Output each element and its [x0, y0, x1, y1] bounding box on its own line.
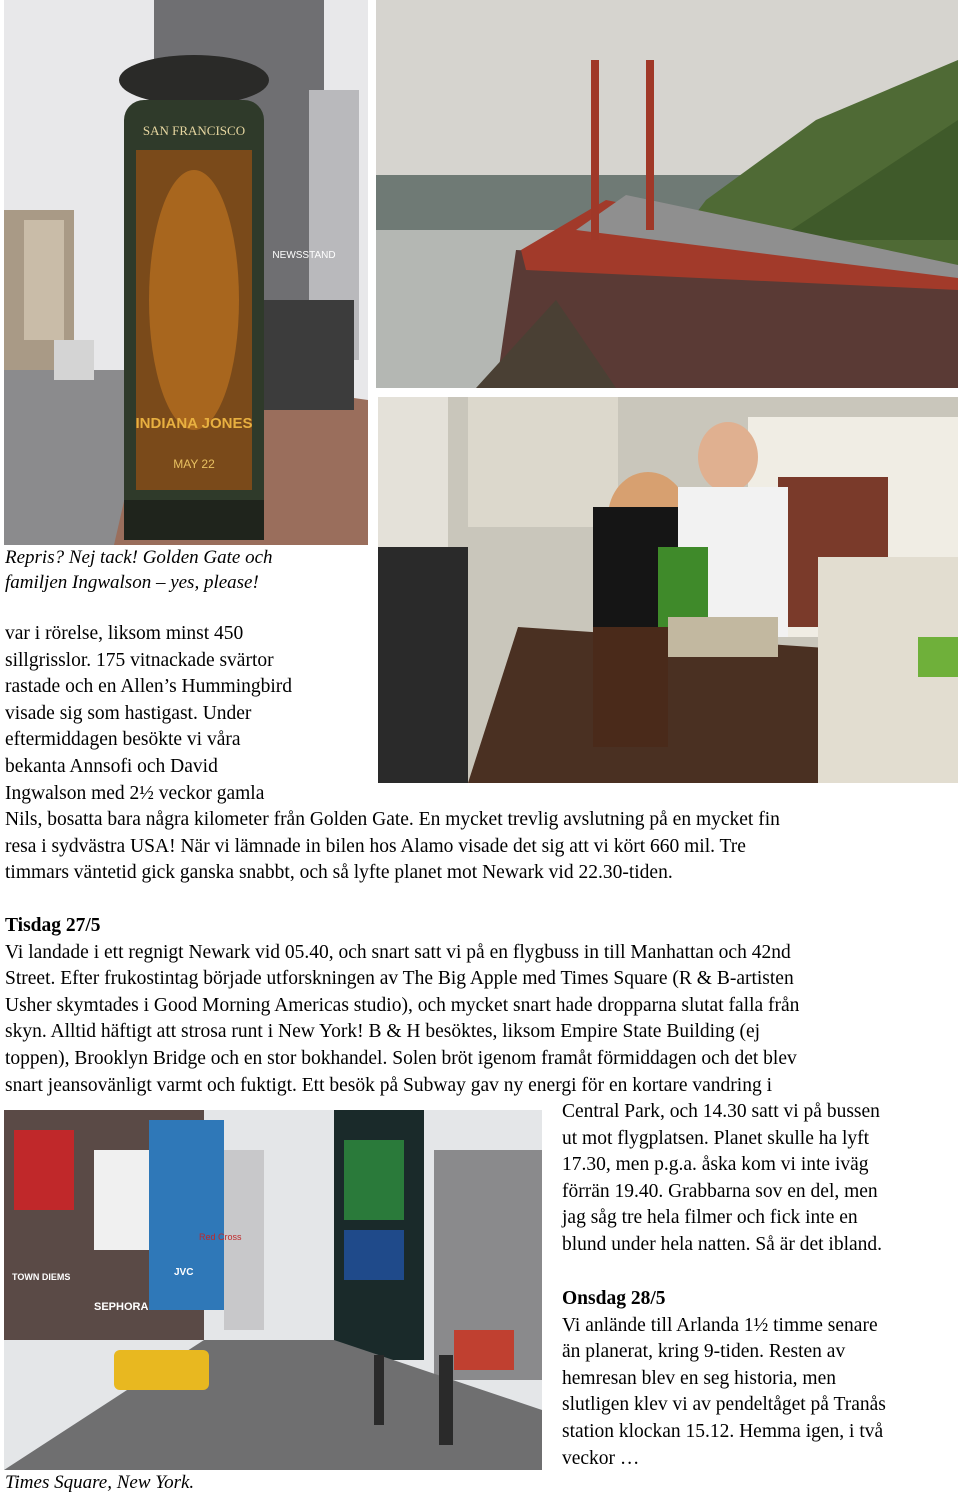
text-line: ut mot flygplatsen. Planet skulle ha lyft	[562, 1127, 870, 1149]
text-line: blund under hela natten. Så är det ibland.	[562, 1233, 883, 1255]
times-square-sign: TOWN DIEMS	[12, 1272, 71, 1282]
caption-line: familjen Ingwalson – yes, please!	[5, 571, 259, 593]
text-line: resa i sydvästra USA! När vi lämnade in bilen hos Alamo visade det sig att vi kört 660 mil. Tre	[5, 835, 746, 857]
text-line: Vi landade i ett regnigt Newark vid 05.40, och snart satt vi på en flygbuss in till Manhattan och 42nd	[5, 941, 791, 963]
text-line: 17.30, men p.g.a. åska kom vi inte iväg	[562, 1154, 869, 1176]
golden-gate-photo	[376, 0, 958, 388]
text-line: slutligen klev vi av pendeltåget på Tranås	[562, 1394, 886, 1416]
times-square-sign: Red Cross	[199, 1232, 242, 1242]
text-line: Usher skymtades i Good Morning Americas studio), och mycket snart hade dropparna slutat falla från	[5, 994, 800, 1016]
text-line: Vi anlände till Arlanda 1½ timme senare	[562, 1314, 878, 1336]
text-line: bekanta Annsofi och David	[5, 755, 218, 777]
times-square-photo	[4, 1110, 542, 1470]
right-column-tuesday	[562, 1099, 882, 1259]
text-line: förrän 19.40. Grabbarna sov en del, men	[562, 1180, 878, 1202]
text-line: snart jeansovänligt varmt och fuktigt. Ett besök på Subway gav ny energi för en kortare vandring i	[5, 1074, 772, 1096]
text-line: Central Park, och 14.30 satt vi på bussen	[562, 1101, 880, 1122]
text-line: toppen), Brooklyn Bridge och en stor bokhandel. Solen bröt igenom framåt förmiddagen och det blev	[5, 1047, 797, 1069]
text-line: hemresan blev en seg historia, men	[562, 1367, 836, 1389]
text-line: Street. Efter frukostintag började utforskningen av The Big Apple med Times Square (R & B-artisten	[5, 968, 794, 990]
caption-line: Times Square, New York.	[5, 1472, 195, 1493]
kiosk-poster-title: INDIANA JONES	[135, 415, 253, 432]
text-line: visade sig som hastigast. Under	[5, 702, 252, 724]
text-line: eftermiddagen besökte vi våra	[5, 729, 241, 751]
text-line: sillgrisslor. 175 vitnackade svärtor	[5, 649, 274, 671]
times-square-sign: SEPHORA	[94, 1301, 149, 1313]
text-line: station klockan 15.12. Hemma igen, i två	[562, 1420, 884, 1442]
kiosk-photo	[4, 0, 368, 545]
text-line: Ingwalson med 2½ veckor gamla	[5, 782, 265, 804]
left-column-text	[5, 621, 292, 807]
text-line: än planerat, kring 9-tiden. Resten av	[562, 1341, 846, 1363]
full-width-text	[5, 807, 780, 887]
kiosk-poster-top: SAN FRANCISCO	[142, 123, 246, 138]
text-line: veckor …	[562, 1447, 640, 1469]
kiosk-poster-date: MAY 22	[173, 457, 215, 471]
text-line: skyn. Alltid häftigt att strosa runt i New York! B & H besöktes, liksom Empire State Building (ej	[5, 1021, 761, 1043]
wednesday-heading: Onsdag 28/5	[562, 1288, 666, 1309]
text-line: jag såg tre hela filmer och fick inte en	[562, 1207, 858, 1229]
text-line: timmars väntetid gick ganska snabbt, och så lyfte planet mot Newark vid 22.30-tiden.	[5, 862, 673, 884]
text-line: Nils, bosatta bara några kilometer från Golden Gate. En mycket trevlig avslutning på en mycket fin	[5, 809, 780, 830]
photo-caption-top	[5, 546, 273, 595]
caption-line: Repris? Nej tack! Golden Gate och	[5, 547, 273, 568]
tuesday-heading: Tisdag 27/5	[5, 915, 101, 936]
kiosk-newsstand-sign: NEWSSTAND	[272, 250, 336, 261]
family-photo	[378, 397, 958, 783]
text-line: var i rörelse, liksom minst 450	[5, 623, 244, 644]
times-square-sign: JVC	[174, 1267, 194, 1278]
text-line: rastade och en Allen’s Hummingbird	[5, 676, 293, 698]
tuesday-section	[5, 913, 799, 1099]
wednesday-section	[562, 1286, 886, 1472]
photo-caption-bottom	[5, 1471, 194, 1496]
